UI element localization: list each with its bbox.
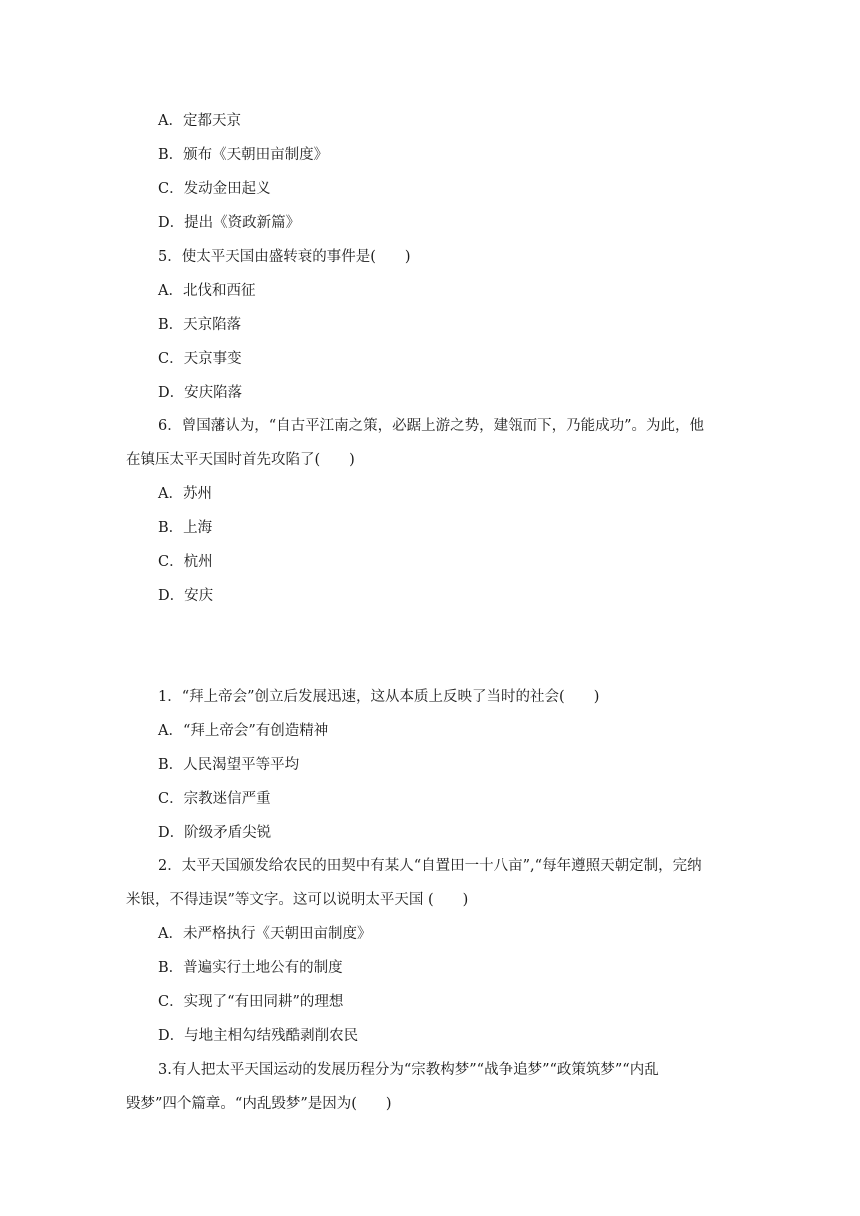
q5-option-d: D．安庆陷落 <box>158 385 243 401</box>
q4-option-d: D．提出《资政新篇》 <box>158 215 301 231</box>
b-q1-option-b: B．人民渴望平等平均 <box>158 757 300 773</box>
q5-stem: 5．使太平天国由盛转衰的事件是( ) <box>158 249 411 265</box>
b-q1-option-a: A．“拜上帝会”有创造精神 <box>158 723 329 739</box>
q4-option-b: B．颁布《天朝田亩制度》 <box>158 147 329 163</box>
b-q2-stem-line-2: 米银，不得违误”等文字。这可以说明太平天国 ( ) <box>126 892 469 908</box>
q6-option-b: B．上海 <box>158 520 213 536</box>
b-q1-stem: 1．“拜上帝会”创立后发展迅速，这从本质上反映了当时的社会( ) <box>158 689 600 705</box>
q6-option-a: A．苏州 <box>158 486 212 502</box>
b-q2-option-c: C．实现了“有田同耕”的理想 <box>158 994 344 1010</box>
q5-option-b: B．天京陷落 <box>158 317 242 333</box>
b-q1-option-c: C．宗教迷信严重 <box>158 791 271 807</box>
q6-stem-line-1: 6．曾国藩认为，“自古平江南之策，必踞上游之势，建瓴而下，乃能成功”。为此，他 <box>158 418 705 434</box>
q5-option-c: C．天京事变 <box>158 351 242 367</box>
q6-stem-line-2: 在镇压太平天国时首先攻陷了( ) <box>126 452 355 468</box>
q6-option-c: C．杭州 <box>158 554 213 570</box>
b-q2-stem-line-1: 2．太平天国颁发给农民的田契中有某人“自置田一十八亩”,“每年遵照天朝定制，完纳 <box>158 858 702 874</box>
b-q3-stem-line-2: 毁梦”四个篇章。“内乱毁梦”是因为( ) <box>126 1096 392 1112</box>
q6-option-d: D．安庆 <box>158 588 214 604</box>
q4-option-c: C．发动金田起义 <box>158 181 271 197</box>
q5-option-a: A．北伐和西征 <box>158 283 256 299</box>
b-q3-stem-line-1: 3.有人把太平天国运动的发展历程分为“宗教构梦”“战争追梦”“政策筑梦”“内乱 <box>158 1062 659 1078</box>
b-q2-option-a: A．未严格执行《天朝田亩制度》 <box>158 926 372 942</box>
q4-option-a: A．定都天京 <box>158 113 241 129</box>
b-q2-option-d: D．与地主相勾结残酷剥削农民 <box>158 1028 359 1044</box>
b-q2-option-b: B．普遍实行土地公有的制度 <box>158 960 343 976</box>
b-q1-option-d: D．阶级矛盾尖锐 <box>158 825 272 841</box>
